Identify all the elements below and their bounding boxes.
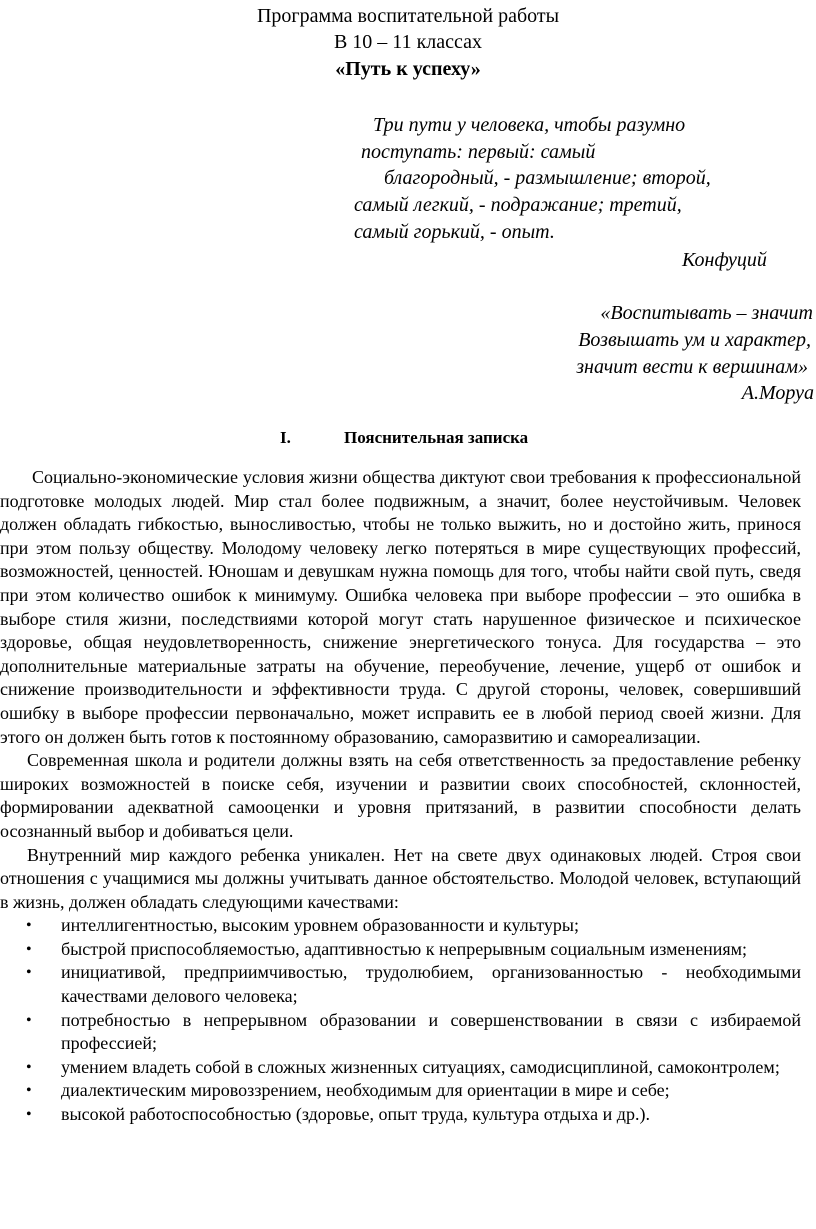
bullet-icon: • xyxy=(26,1106,32,1124)
epigraph-line: Три пути у человека, чтобы разумно xyxy=(373,114,686,136)
list-item-text: высокой работоспособностью (здоровье, опыт труда, культура отдыха и др.). xyxy=(61,1104,650,1125)
list-item-text: интеллигентностью, высоким уровнем образованности и культуры; xyxy=(61,915,579,936)
section-heading xyxy=(280,427,528,449)
section-number: I. xyxy=(280,428,291,447)
qualities-list xyxy=(0,914,801,1126)
paragraph: Современная школа и родители должны взять на себя ответственность за предоставление ребенку широких возможностей в поиске себя, изучении и развитии своих способностей, склонностей, формировании адекватной самооценки и уровня притязаний, в развитии способности делать осознанный выбор и добиваться цели. xyxy=(0,750,801,841)
bullet-icon: • xyxy=(26,940,32,958)
epigraph-line: значит вести к вершинам» xyxy=(576,356,808,378)
bullet-icon: • xyxy=(26,917,32,935)
paragraph: Социально-экономические условия жизни общества диктуют свои требования к профессиональной подготовке молодых людей. Мир стал более подвижным, а значит, более неустойчивым. Человек должен обладать гибкостью, выносливостью, чтобы не только выжить, но и достойно жить, принося при этом пользу обществу. Молодому человеку легко потеряться в мире существующих профессий, возможностей, ценностей. Юношам и девушкам нужна помощь для того, чтобы найти свой путь, сведя при этом количество ошибок к минимуму. Ошибка человека при выборе профессии – это ошибка в выборе стиля жизни, последствиями которой могут стать нарушенное физическое и психическое здоровье, общая неудовлетворенность, снижение энергетического тонуса. Для государства – это дополнительные материальные затраты на обучение, переобучение, лечение, ущерб от ошибок и снижение производительности и эффективности труда. С другой стороны, человек, совершивший ошибку в выборе профессии первоначально, может исправить ее в любой период своей жизни. Для этого он должен быть готов к постоянному образованию, саморазвитию и самореализации. xyxy=(0,467,801,747)
program-name: «Путь к успеху» xyxy=(335,58,481,80)
list-item xyxy=(0,938,801,962)
epigraph-line: самый легкий, - подражание; третий, xyxy=(354,194,682,216)
list-item xyxy=(0,1056,801,1080)
explanatory-note-body xyxy=(0,466,801,1127)
bullet-icon: • xyxy=(26,1058,32,1076)
list-item-text: умением владеть собой в сложных жизненных ситуациях, самодисциплиной, самоконтролем; xyxy=(61,1056,780,1077)
list-item-text: быстрой приспособляемостью, адаптивностью к непрерывным социальным изменениям; xyxy=(61,938,748,959)
paragraph: Внутренний мир каждого ребенка уникален. Нет на свете двух одинаковых людей. Строя свои отношения с учащимися мы должны учитывать данное обстоятельство. Молодой человек, вступающий в жизнь, должен обладать следующими качествами: xyxy=(0,844,801,912)
list-item xyxy=(0,1009,801,1056)
bullet-icon: • xyxy=(26,964,32,982)
program-grades: В 10 – 11 классах xyxy=(333,31,483,53)
bullet-icon: • xyxy=(26,1082,32,1100)
epigraph-line: самый горький, - опыт. xyxy=(354,221,555,243)
list-item xyxy=(0,1079,801,1103)
section-title: Пояснительная записка xyxy=(344,428,529,447)
epigraph-line: поступать: первый: самый xyxy=(361,141,596,163)
bullet-icon: • xyxy=(26,1011,32,1029)
list-item xyxy=(0,914,801,938)
program-title: Программа воспитательной работы xyxy=(256,5,560,27)
list-item-text: инициативой, предприимчивостью, трудолюбием, организованностью - необходимыми качествами делового человека; xyxy=(61,962,801,1007)
epigraph-author: А.Моруа xyxy=(741,382,814,404)
list-item-text: диалектическим мировоззрением, необходимым для ориентации в мире и себе; xyxy=(61,1080,670,1101)
epigraph-line: «Воспитывать – значит xyxy=(600,302,813,324)
list-item xyxy=(0,961,801,1008)
epigraph-line: благородный, - размышление; второй, xyxy=(384,167,711,189)
epigraph-author: Конфуций xyxy=(682,249,767,271)
list-item-text: потребностью в непрерывном образовании и совершенствовании в связи с избираемой профессией; xyxy=(61,1009,801,1054)
epigraph-line: Возвышать ум и характер, xyxy=(578,329,811,351)
list-item xyxy=(0,1103,801,1127)
